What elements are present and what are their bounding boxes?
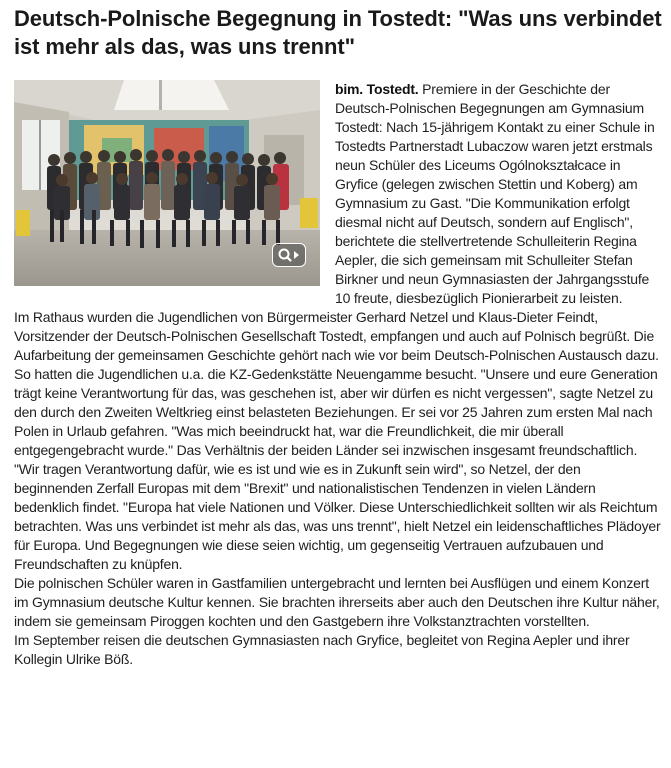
article-headline: Deutsch-Polnische Begegnung in Tostedt: "Was uns verbindet ist mehr als das, was uns trennt" — [14, 6, 662, 59]
paragraph: Im September reisen die deutschen Gymnasiasten nach Gryfice, begleitet von Regina Aepler und ihrer Kollegin Ulrike Böß. — [14, 632, 630, 667]
zoom-icon — [277, 247, 303, 263]
lead-text: Premiere in der Geschichte der Deutsch-Polnischen Begegnungen am Gymnasium Tostedt: Nach 15-jährigem Kontakt zu einer Schule in Tostedts Partnerstadt Lubaczow waren jetzt erstmals neun Schüler des Liceums Ogólnokształcace in Gryfice (gelegen zwischen Stettin und Koberg) am Gymnasium zu Gast. "Die Kommunikation erfolgt diesmal nicht auf Deutsch, sondern auf Englisch", berichtete die stellvertretende Schulleiterin Regina Aepler, die sich gemeinsam mit Schulleiter Stefan Birkner und neun Gymnasiasten der Jahrgangsstufe 10 freute, diesbezüglich Pionierarbeit zu leisten. — [335, 81, 655, 306]
dateline: bim. Tostedt. — [335, 81, 419, 97]
paragraph: Im Rathaus wurden die Jugendlichen von Bürgermeister Gerhard Netzel und Klaus-Dieter Feindt, Vorsitzender der Deutsch-Polnischen Gesellschaft Tostedt, empfangen und auch auf Polnisch begrüßt. Die Aufarbeitung der gemeinsamen Geschichte gehört nach wie vor beim Deutsch-Polnischen Austausch dazu. So hatten die Jugendlichen u.a. die KZ-Gedenkstätte Neuengamme besucht. "Unsere und eure Generation trägt keine Verantwortung für das, was geschehen ist, aber wir dürfen es nicht vergessen", sagte Netzel zu den durch den Zweiten Weltkrieg einst belasteten Beziehungen. Er sei vor 25 Jahren zum ersten Mal nach Polen in Urlaub gefahren. "Was mich beeindruckt hat, war die Freundlichkeit, die mir überall entgegengebracht wurde." Das Verhältnis der beiden Länder sei inzwischen insgesamt freundschaftlich. "Wir tragen Verantwortung dafür, wie es ist und wie es in Zukunft sein wird", so Netzel, der den beginnenden Zerfall Europas mit dem "Brexit" und nationalistischen Tendenzen in vielen Ländern bedenklich findet. "Europa hat viele Nationen und Völker. Diese Unterschiedlichkeit sollten wir als Reichtum betrachten. Was uns verbindet ist mehr als das, was uns trennt", hielt Netzel ein leidenschaftliches Plädoyer für Europa. Und Begegnungen wie diese seien wichtig, um gegenseitig Vertrauen aufzubauen und Freundschaften zu knüpfen. — [14, 309, 661, 572]
paragraph: Die polnischen Schüler waren in Gastfamilien untergebracht und lernten bei Ausflügen und einem Konzert im Gymnasium deutsche Kultur kennen. Sie brachten ihrerseits aber auch den Deutschen ihre Kultur näher, indem sie gemeinsam Piroggen kochten und den Gastgebern ihre Volkstanztrachten vorstellten. — [14, 575, 660, 629]
group-photo[interactable] — [14, 80, 320, 286]
zoom-button[interactable] — [272, 243, 306, 267]
article-body — [14, 80, 662, 669]
